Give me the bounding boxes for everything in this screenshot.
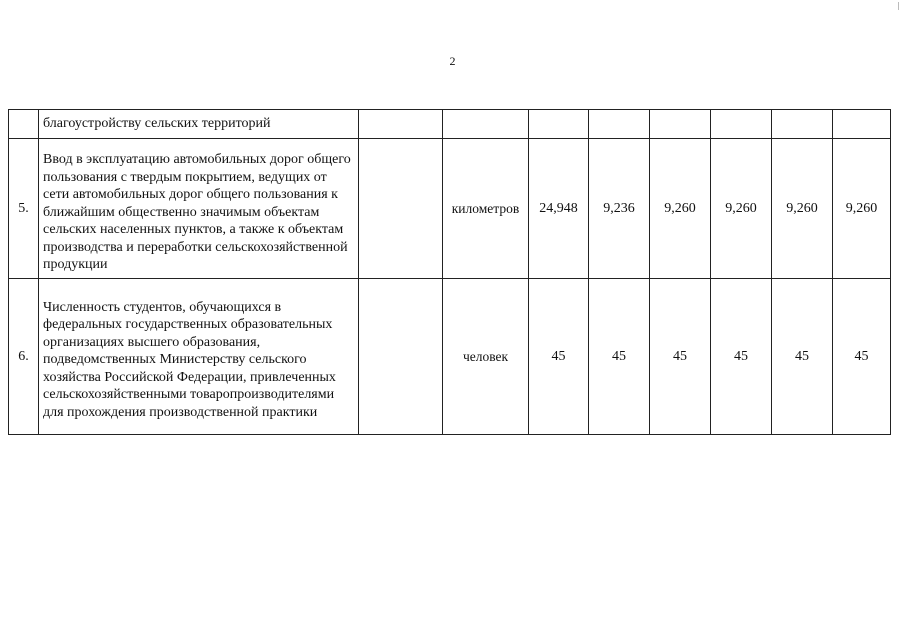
indicators-table [8,109,891,435]
value-cell: 9,260 [711,139,772,279]
value-cell: 9,260 [772,139,833,279]
row-unit: километров [443,139,529,279]
value-cell [833,110,891,139]
row-number: 6. [9,279,39,435]
row-unit [443,110,529,139]
value-cell [772,110,833,139]
table-row [9,110,891,139]
value-cell [650,110,711,139]
empty-cell [359,110,443,139]
value-cell: 45 [772,279,833,435]
empty-cell [359,279,443,435]
scan-edge-mark [898,2,899,10]
row-description: Ввод в эксплуатацию автомобильных дорог общего пользования с твердым покрытием, ведущих от сети автомобильных дорог общего пользования к ближайшим общественно значимым объектам сельских населенных пунктов, а также к объектам производства и переработки сельскохозяйственной продукции [39,139,359,279]
empty-cell [359,139,443,279]
value-cell: 9,260 [650,139,711,279]
value-cell [589,110,650,139]
value-cell: 45 [650,279,711,435]
value-cell [529,110,589,139]
value-cell: 9,260 [833,139,891,279]
value-cell [711,110,772,139]
row-number: 5. [9,139,39,279]
value-cell: 9,236 [589,139,650,279]
value-cell: 45 [589,279,650,435]
value-cell: 45 [833,279,891,435]
table-row [9,139,891,279]
value-cell: 45 [529,279,589,435]
row-unit: человек [443,279,529,435]
value-cell: 45 [711,279,772,435]
value-cell: 24,948 [529,139,589,279]
table-row [9,279,891,435]
row-number [9,110,39,139]
page-number: 2 [449,54,456,68]
row-description: Численность студентов, обучающихся в федеральных государственных образовательных организациях высшего образования, подведомственных Министерству сельского хозяйства Российской Федерации, привлеченных сельскохозяйственными товаропроизводителями для прохождения производственной практики [39,279,359,435]
row-description: благоустройству сельских территорий [39,110,359,139]
